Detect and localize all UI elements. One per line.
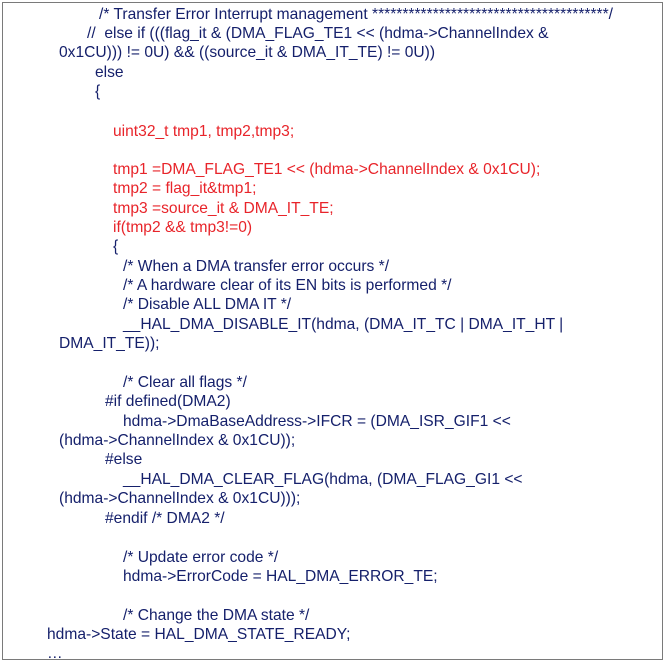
code-line: hdma->State = HAL_DMA_STATE_READY; — [47, 626, 351, 643]
code-line: /* Disable ALL DMA IT */ — [123, 296, 292, 313]
code-line: __HAL_DMA_DISABLE_IT(hdma, (DMA_IT_TC | DMA_IT_HT | — [123, 316, 564, 333]
code-line: /* When a DMA transfer error occurs */ — [123, 258, 390, 275]
code-line: #else — [105, 451, 143, 468]
code-line: /* Clear all flags */ — [123, 374, 247, 391]
code-line-highlighted: tmp2 = flag_it&tmp1; — [113, 180, 257, 197]
code-line-highlighted: tmp3 =source_it & DMA_IT_TE; — [113, 200, 334, 217]
code-line: // else if (((flag_it & (DMA_FLAG_TE1 << (hdma->ChannelIndex & — [87, 25, 549, 42]
code-line: (hdma->ChannelIndex & 0x1CU)); — [59, 432, 296, 449]
code-line-highlighted: if(tmp2 && tmp3!=0) — [113, 219, 253, 236]
code-line: (hdma->ChannelIndex & 0x1CU))); — [59, 490, 301, 507]
code-line: /* Update error code */ — [123, 549, 279, 566]
code-line: hdma->DmaBaseAddress->IFCR = (DMA_ISR_GIF1 << — [123, 413, 511, 430]
code-line: 0x1CU))) != 0U) && ((source_it & DMA_IT_TE) != 0U)) — [59, 44, 436, 61]
code-line: DMA_IT_TE)); — [59, 335, 160, 352]
code-frame — [2, 2, 663, 660]
code-line: { — [95, 83, 101, 100]
code-line-highlighted: uint32_t tmp1, tmp2,tmp3; — [113, 123, 295, 140]
code-line: __HAL_DMA_CLEAR_FLAG(hdma, (DMA_FLAG_GI1 << — [123, 471, 523, 488]
code-line: /* A hardware clear of its EN bits is performed */ — [123, 277, 452, 294]
code-line: #if defined(DMA2) — [105, 393, 231, 410]
code-line: else — [95, 64, 124, 81]
code-line: #endif /* DMA2 */ — [105, 510, 225, 527]
code-line: { — [113, 238, 119, 255]
code-line: … — [47, 645, 63, 660]
code-line: /* Change the DMA state */ — [123, 607, 310, 624]
code-line-highlighted: tmp1 =DMA_FLAG_TE1 << (hdma->ChannelIndex & 0x1CU); — [113, 161, 541, 178]
code-line: /* Transfer Error Interrupt management ***************************************/ — [99, 6, 614, 23]
code-line: hdma->ErrorCode = HAL_DMA_ERROR_TE; — [123, 568, 438, 585]
